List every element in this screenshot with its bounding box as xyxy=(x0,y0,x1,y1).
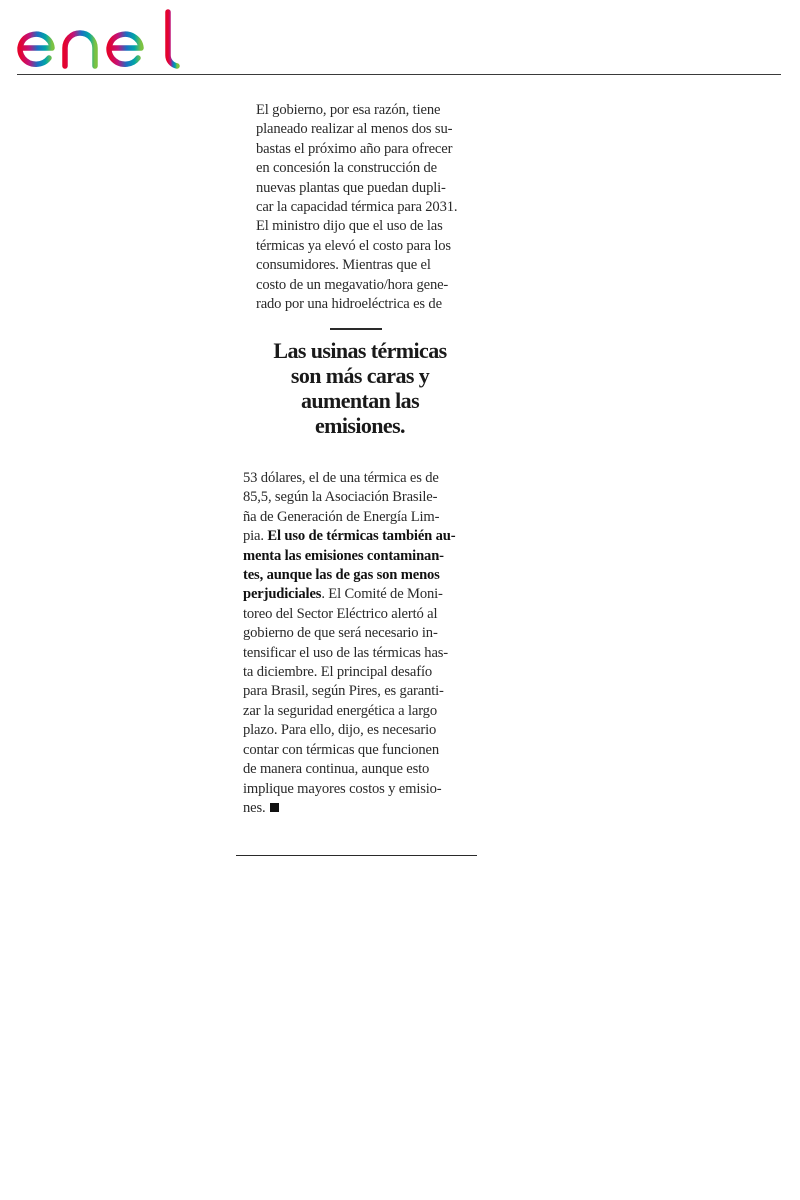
article-column-top xyxy=(243,101,477,314)
text-line: tensificar el uso de las térmicas has- xyxy=(243,644,449,661)
bold-text-run: El uso de térmicas también au- xyxy=(267,528,456,545)
text-line: consumidores. Mientras que el xyxy=(256,257,431,274)
header-divider xyxy=(17,74,781,75)
bold-text-run: perjudiciales xyxy=(243,586,322,603)
pullquote-rule xyxy=(330,328,382,330)
text-line: toreo del Sector Eléctrico alertó al xyxy=(243,605,438,622)
pullquote-line: Las usinas térmicas xyxy=(273,338,447,363)
text-line: bastas el próximo año para ofrecer xyxy=(256,140,453,157)
text-line: 85,5, según la Asociación Brasile- xyxy=(243,489,438,506)
pullquote-line: son más caras y xyxy=(290,363,430,388)
text-line xyxy=(243,527,477,546)
text-line: car la capacidad térmica para 2031. xyxy=(256,199,458,216)
text-line xyxy=(243,547,477,566)
text-line: gobierno de que será necesario in- xyxy=(243,625,438,642)
text-line xyxy=(243,799,477,818)
enel-logo xyxy=(16,8,180,70)
text-line: costo de un megavatio/hora gene- xyxy=(256,276,449,293)
bold-text-run: tes, aunque las de gas son menos xyxy=(243,567,440,584)
text-line: ta diciembre. El principal desafío xyxy=(243,664,433,681)
text-line: implique mayores costos y emisio- xyxy=(243,780,442,797)
end-of-article-square-icon xyxy=(270,803,279,812)
article-column-bottom xyxy=(243,469,477,818)
text-line: nuevas plantas que puedan dupli- xyxy=(256,179,446,196)
text-line xyxy=(243,566,477,585)
text-line: para Brasil, según Pires, es garanti- xyxy=(243,683,444,700)
pullquote-line: aumentan las xyxy=(300,388,420,413)
paragraph-1 xyxy=(243,101,477,217)
text-run: nes. xyxy=(243,799,266,816)
text-line: El ministro dijo que el uso de las xyxy=(256,218,443,235)
text-line: en concesión la construcción de xyxy=(256,160,437,177)
paragraph-3 xyxy=(243,469,477,818)
text-line: térmicas ya elevó el costo para los xyxy=(256,237,451,254)
text-line: ña de Generación de Energía Lim- xyxy=(243,508,440,525)
text-run: . El Comité de Moni- xyxy=(321,586,443,603)
text-line: 53 dólares, el de una térmica es de xyxy=(243,470,439,486)
bold-text-run: menta las emisiones contaminan- xyxy=(243,547,444,564)
text-line: zar la seguridad energética a largo xyxy=(243,702,437,719)
text-line xyxy=(243,585,477,604)
text-run: pia. xyxy=(243,528,268,545)
text-line: rado por una hidroeléctrica es de xyxy=(256,296,442,313)
text-line: de manera continua, aunque esto xyxy=(243,761,430,778)
text-line: El gobierno, por esa razón, tiene xyxy=(256,102,441,118)
paragraph-2 xyxy=(243,217,477,314)
text-line: planeado realizar al menos dos su- xyxy=(256,121,453,138)
text-line: plazo. Para ello, dijo, es necesario xyxy=(243,722,437,739)
pullquote-line: emisiones. xyxy=(315,413,405,438)
article-end-rule xyxy=(236,855,477,856)
text-line: contar con térmicas que funcionen xyxy=(243,741,440,758)
pullquote xyxy=(236,338,484,438)
